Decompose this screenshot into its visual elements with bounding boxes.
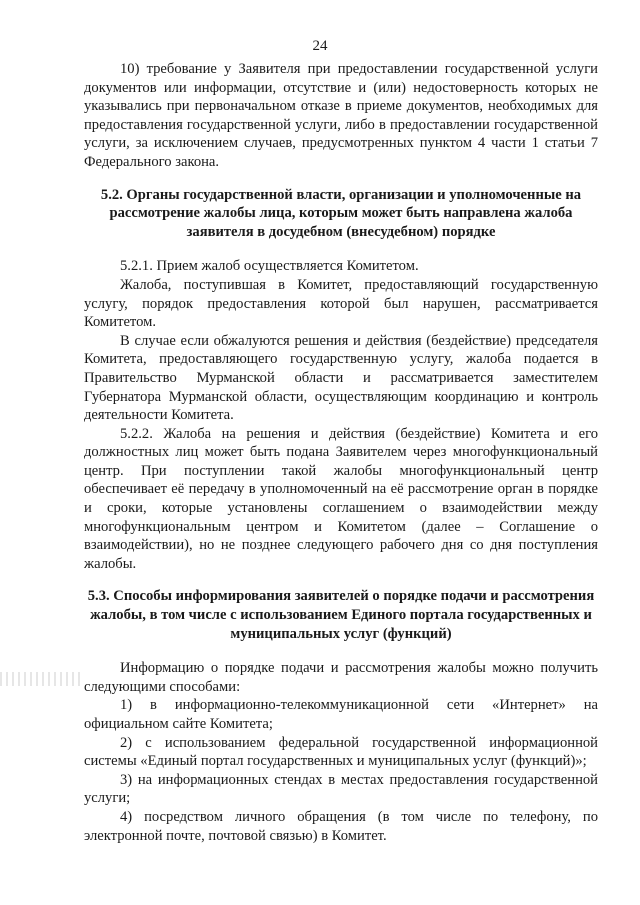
paragraph-info-methods: Информацию о порядке подачи и рассмотрения жалобы можно получить следующими способами:: [84, 660, 598, 695]
list-item-3: 3) на информационных стендах в местах предоставления государственной услуги;: [84, 771, 598, 807]
scan-noise-mark: [0, 672, 82, 686]
section-heading-5-2: 5.2. Органы государственной власти, организации и уполномоченные на рассмотрение жалобы лица, которым может быть направлена жалоба заявителя в досудебном (внесудебном) порядке: [100, 186, 582, 240]
page-number: 24: [312, 38, 328, 54]
paragraph-5-2-1: 5.2.1. Прием жалоб осуществляется Комитетом.: [120, 258, 419, 275]
list-item-2: 2) с использованием федеральной государственной информационной системы «Единый портал государственных и муниципальных услуг (функций)»;: [84, 734, 598, 770]
paragraph-item-10: 10) требование у Заявителя при предоставлении государственной услуги документов или информации, отсутствие и (или) недостоверность которых не указывались при первоначальном отказе в приеме документов, необходимых для предоставления государственной услуги, либо в предоставлении государственной услуги, за исключением случаев, предусмотренных пунктом 4 части 1 статьи 7 Федерального закона.: [84, 61, 598, 170]
paragraph-complaint-chairman: В случае если обжалуются решения и действия (бездействие) председателя Комитета, предоставляющего государственную услугу, жалоба подается в Правительство Мурманской области и рассматривается заместителем Губернатора Мурманской области, осуществляющим координацию и контроль деятельности Комитета.: [84, 332, 598, 424]
paragraph-complaint-committee: Жалоба, поступившая в Комитет, предоставляющий государственную услугу, порядок предоставления которой был нарушен, рассматривается Комитетом.: [84, 276, 598, 331]
page-content: [84, 60, 598, 845]
paragraph-5-2-2: 5.2.2. Жалоба на решения и действия (бездействие) Комитета и его должностных лиц может быть подана Заявителем через многофункциональный центр. При поступлении такой жалобы многофункциональный центр обеспечивает её передачу в уполномоченный на её рассмотрение орган в порядке и сроки, которые установлены соглашением о взаимодействии между многофункциональным центром и Комитетом (далее – Соглашение о взаимодействии), но не позднее следующего рабочего дня со дня поступления жалобы.: [84, 425, 598, 572]
list-item-1: 1) в информационно-телекоммуникационной сети «Интернет» на официальном сайте Комитета;: [84, 697, 598, 732]
section-heading-5-3: 5.3. Способы информирования заявителей о порядке подачи и рассмотрения жалобы, в том числе с использованием Единого портала государственных и муниципальных услуг (функций): [87, 588, 595, 642]
list-item-4: 4) посредством личного обращения (в том числе по телефону, по электронной почте, почтовой связью) в Комитет.: [84, 808, 598, 844]
